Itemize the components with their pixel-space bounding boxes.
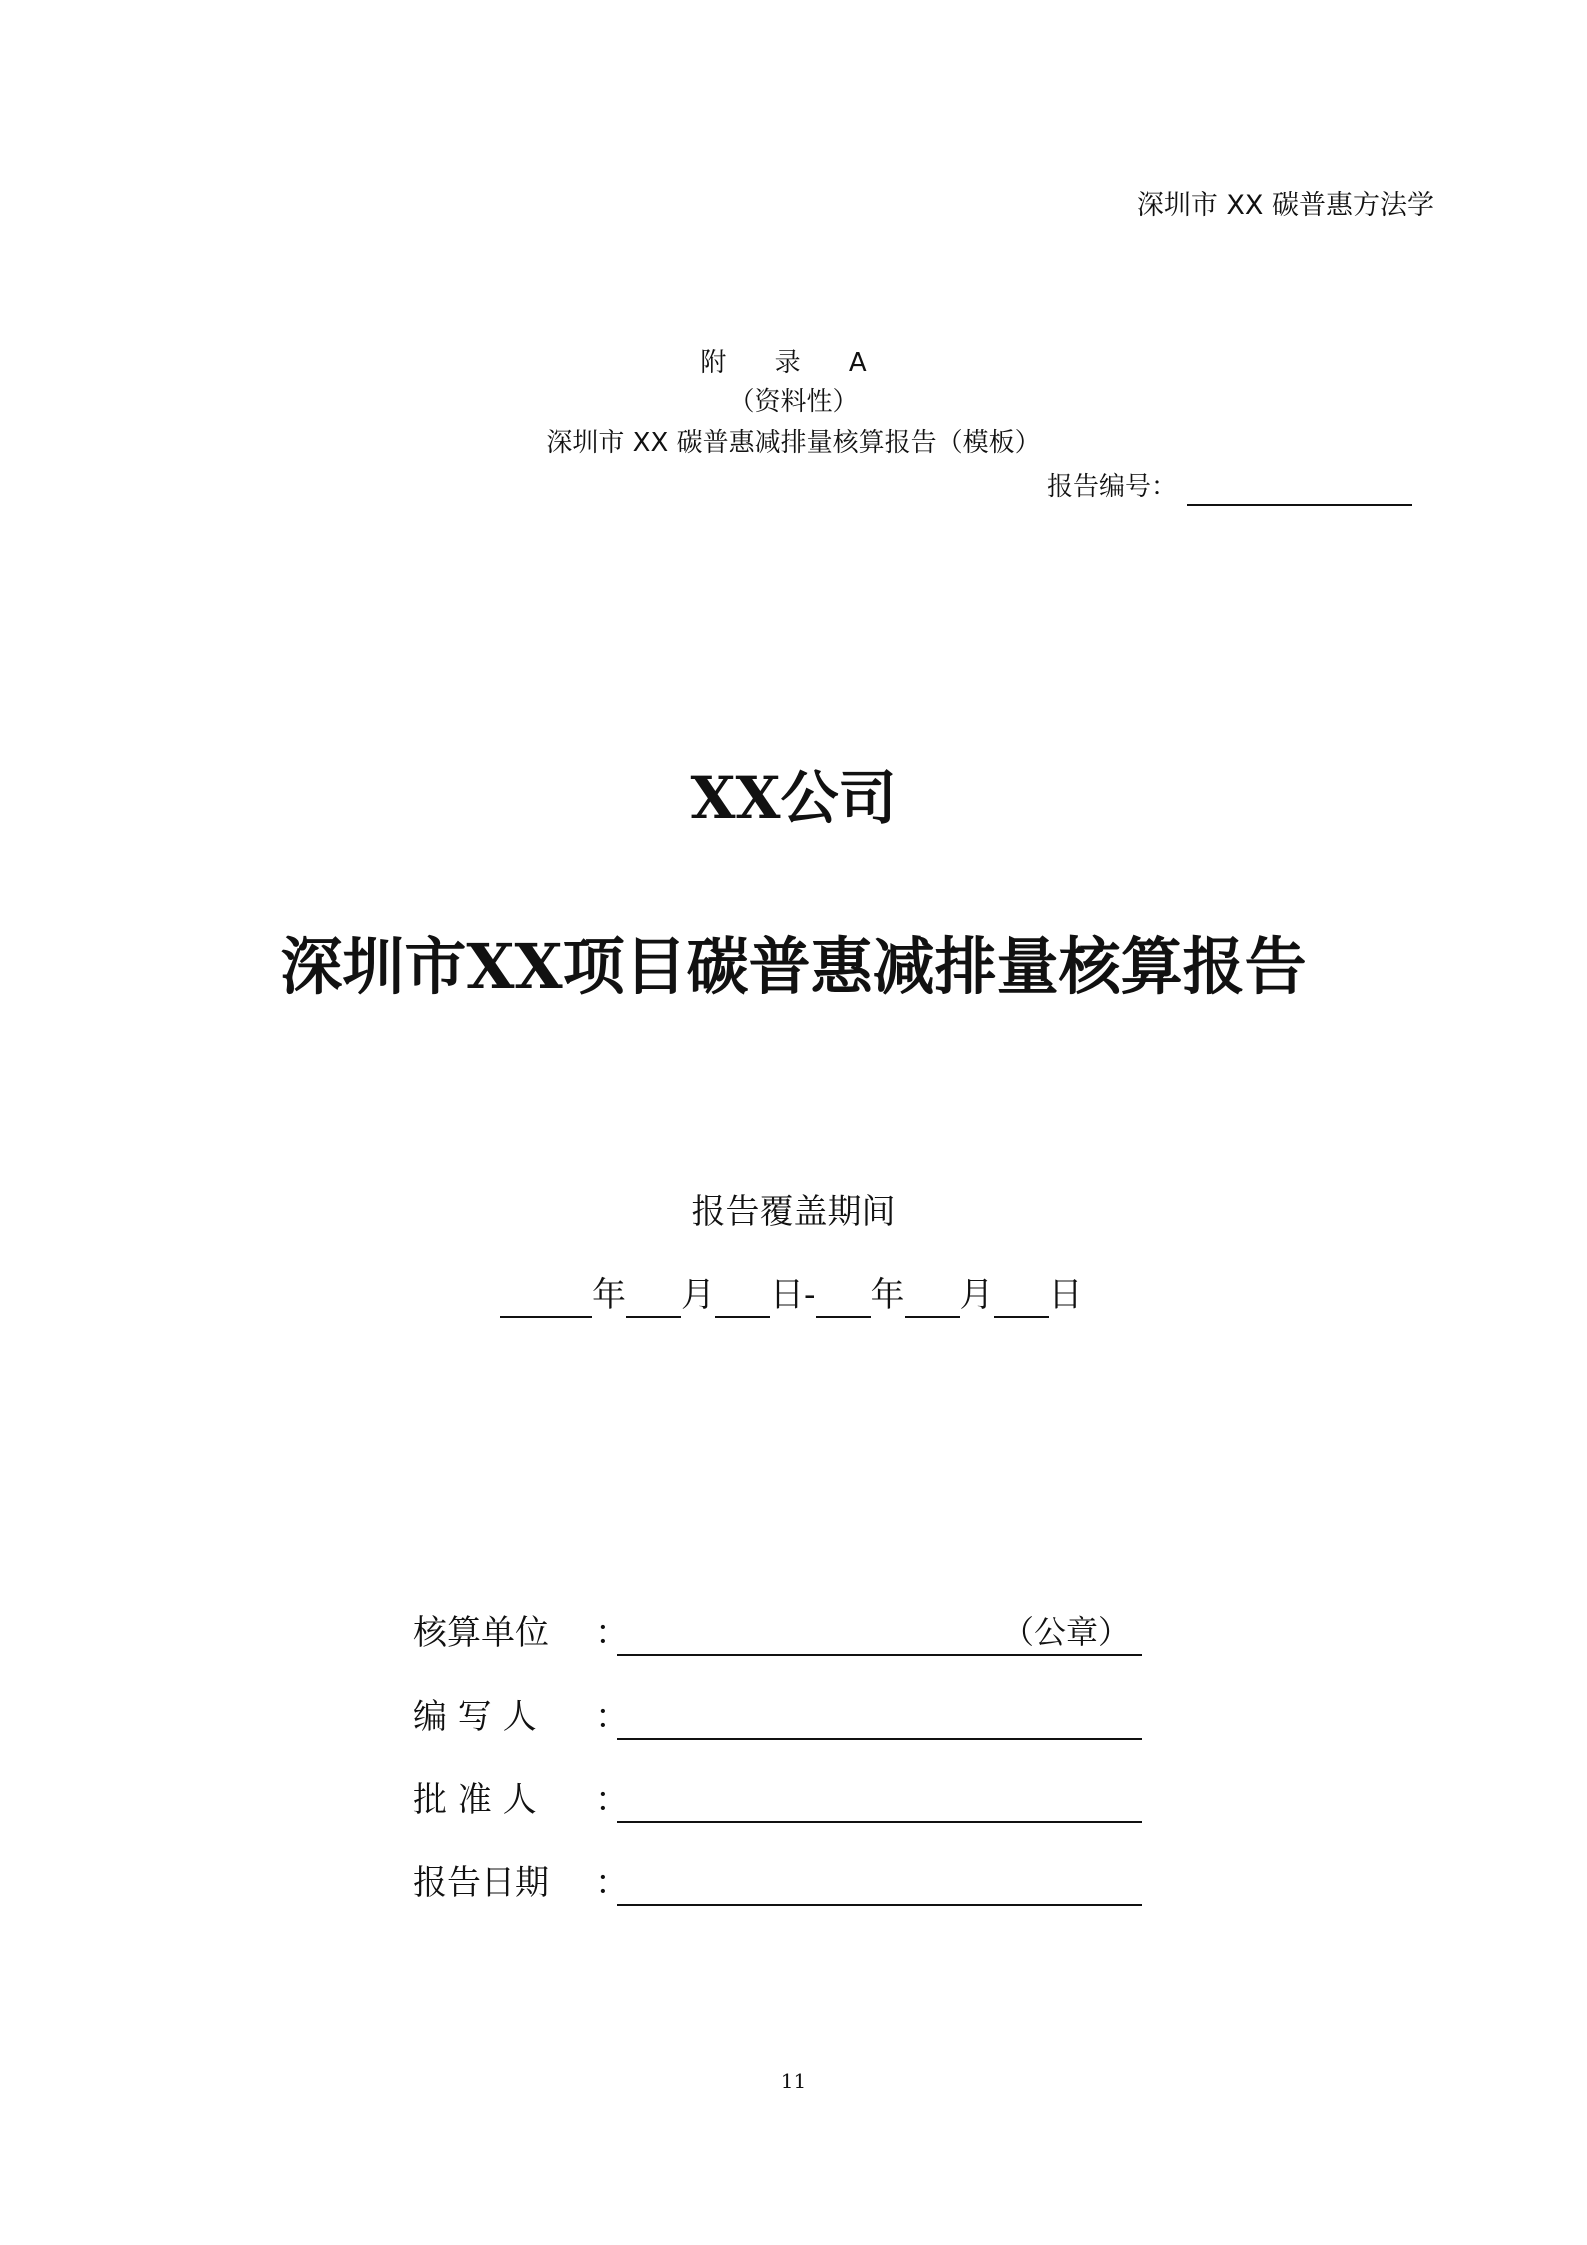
accounting-unit-label: 核算单位 bbox=[413, 1613, 549, 1653]
company-name: XX公司 bbox=[690, 764, 897, 832]
page-number: 11 bbox=[780, 2069, 807, 2093]
report-date-row bbox=[413, 1860, 1142, 1906]
writer-field[interactable] bbox=[617, 1700, 1142, 1740]
accounting-unit-field[interactable] bbox=[617, 1613, 1142, 1656]
writer-row bbox=[413, 1694, 1142, 1740]
approver-label: 批 准 人 bbox=[413, 1780, 537, 1820]
start-year-blank[interactable] bbox=[500, 1278, 592, 1318]
end-month-label: 月 bbox=[959, 1275, 994, 1315]
report-title: 深圳市XX项目碳普惠减排量核算报告 bbox=[280, 930, 1307, 1003]
appendix-label: 附 录 A bbox=[700, 348, 887, 378]
report-date-colon: ： bbox=[595, 1863, 629, 1903]
writer-colon: ： bbox=[595, 1697, 629, 1737]
approver-field[interactable] bbox=[617, 1783, 1142, 1823]
report-date-field[interactable] bbox=[617, 1866, 1142, 1906]
end-day-label: 日 bbox=[1048, 1275, 1083, 1315]
writer-label: 编 写 人 bbox=[413, 1697, 537, 1737]
end-month-blank[interactable] bbox=[905, 1278, 960, 1318]
report-date-label: 报告日期 bbox=[413, 1863, 549, 1903]
start-year-label: 年 bbox=[592, 1275, 626, 1315]
appendix-title: 深圳市 XX 碳普惠减排量核算报告（模板） bbox=[546, 428, 1041, 458]
end-year-label: 年 bbox=[870, 1275, 905, 1315]
page-header: 深圳市 XX 碳普惠方法学 bbox=[1136, 190, 1434, 221]
start-day-label: 日- bbox=[770, 1275, 816, 1315]
end-day-blank[interactable] bbox=[994, 1278, 1049, 1318]
coverage-period-label: 报告覆盖期间 bbox=[691, 1192, 896, 1232]
start-day-blank[interactable] bbox=[715, 1278, 770, 1318]
appendix-note: （资料性） bbox=[728, 387, 859, 417]
report-number-blank[interactable] bbox=[1187, 474, 1412, 506]
coverage-date-range bbox=[500, 1272, 1083, 1318]
accounting-unit-row bbox=[413, 1610, 1142, 1656]
approver-row bbox=[413, 1777, 1142, 1823]
start-month-label: 月 bbox=[681, 1275, 715, 1315]
accounting-unit-colon: ： bbox=[595, 1613, 629, 1653]
approver-colon: ： bbox=[595, 1780, 629, 1820]
start-month-blank[interactable] bbox=[626, 1278, 681, 1318]
report-number-label: 报告编号： bbox=[1046, 472, 1177, 502]
end-year-blank[interactable] bbox=[816, 1278, 871, 1318]
official-seal-label: （公章） bbox=[1001, 1613, 1130, 1651]
report-number-row bbox=[1047, 468, 1412, 506]
